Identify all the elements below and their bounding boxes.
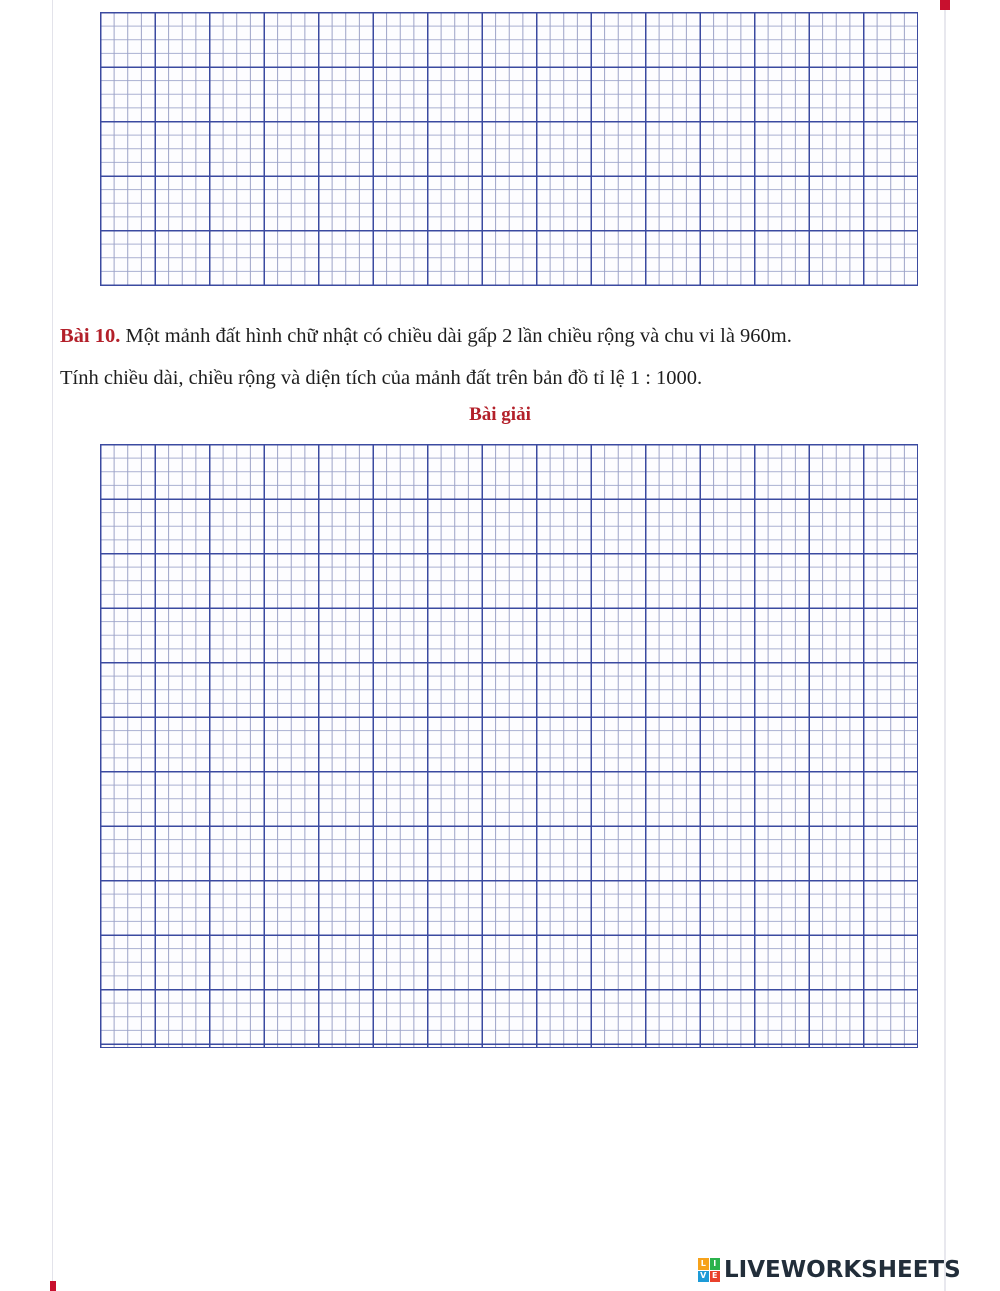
badge-letter: V [698,1271,709,1283]
exercise-label: Bài 10. [60,325,121,347]
brand-name: LIVEWORKSHEETS [724,1257,961,1283]
liveworksheets-logo [698,1255,961,1285]
corner-mark-bottom-left [50,1281,56,1291]
exercise-text-1: Một mảnh đất hình chữ nhật có chiều dài gấp 2 lần chiều rộng và chu vi là 960m. [125,325,792,347]
badge-letter: I [710,1258,721,1270]
badge-letter: L [698,1258,709,1270]
answer-grid[interactable] [100,444,918,1048]
corner-mark-top-right [940,0,950,10]
page-edge-right [944,0,946,1291]
badge-letter: E [710,1271,721,1283]
liveworksheets-badge-icon [698,1258,720,1282]
exercise-text-2: Tính chiều dài, chiều rộng và diện tích của mảnh đất trên bản đồ tỉ lệ 1 : 1000. [60,367,703,389]
exercise-line-2 [60,356,940,400]
solution-title: Bài giải [469,404,531,425]
page-edge-left [52,0,53,1291]
exercise-line-1 [60,314,940,358]
answer-grid-previous[interactable] [100,12,918,286]
